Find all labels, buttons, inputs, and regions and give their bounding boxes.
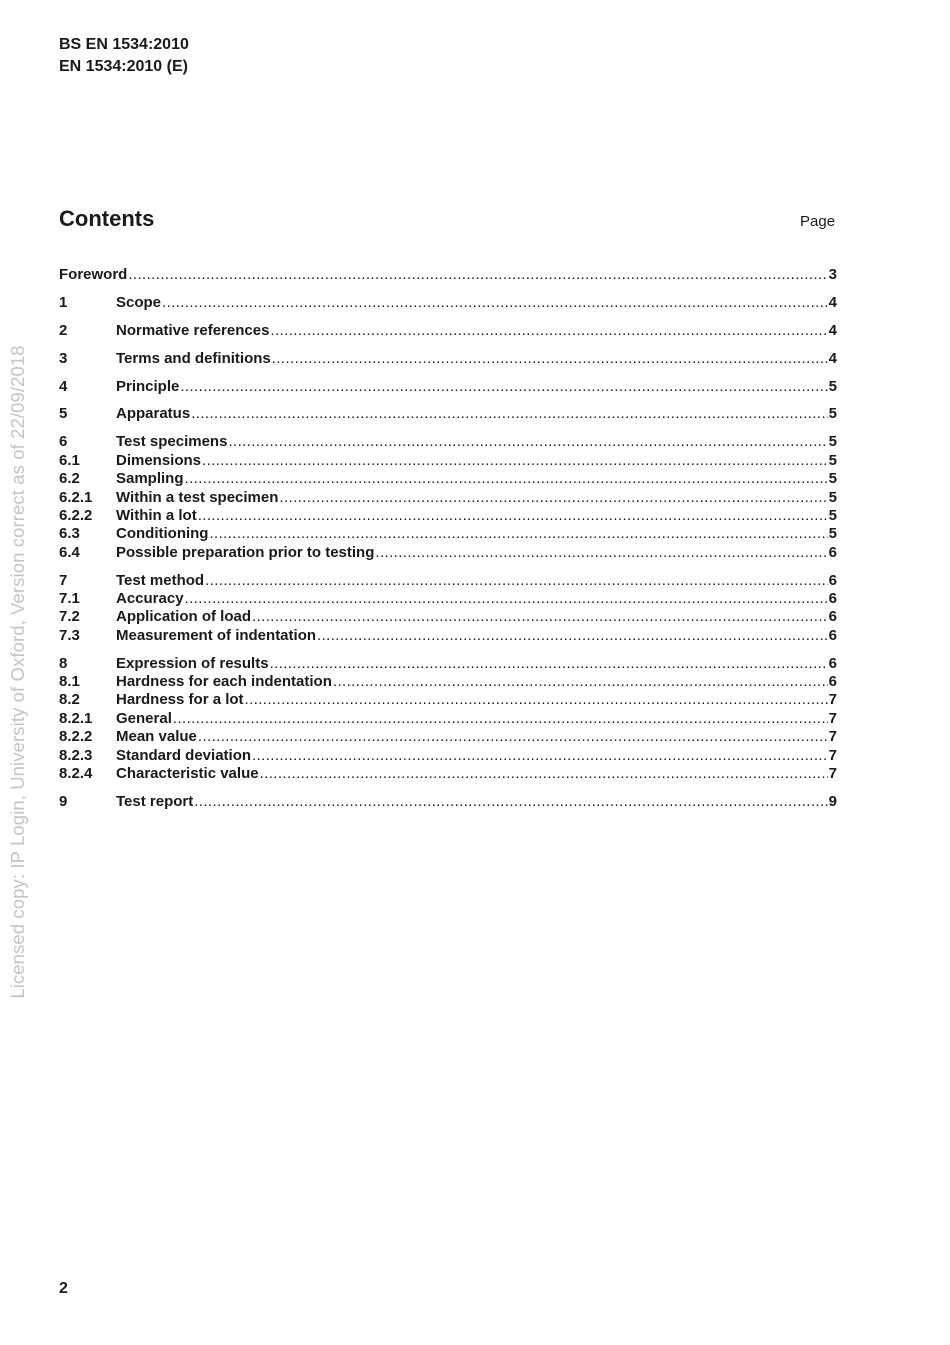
toc-entry-number: 3	[59, 349, 68, 367]
toc-entry-page: 5	[828, 525, 837, 543]
toc-entry[interactable]	[59, 378, 837, 396]
toc-dot-leader	[228, 433, 827, 451]
toc-entry[interactable]	[59, 747, 837, 765]
toc-entry[interactable]	[59, 489, 837, 507]
toc-entry-page: 7	[828, 728, 837, 746]
contents-heading: Contents	[59, 206, 155, 231]
toc-entry-title: Conditioning	[116, 525, 209, 543]
toc-entry[interactable]	[59, 294, 837, 312]
toc-entry[interactable]	[59, 608, 837, 626]
toc-entry[interactable]	[59, 728, 837, 746]
standard-id-bs: BS EN 1534:2010	[59, 36, 189, 53]
toc-dot-leader	[252, 608, 828, 626]
toc-entry-title: Application of load	[116, 608, 251, 626]
toc-dot-leader	[173, 710, 828, 728]
toc-entry-title: Test method	[116, 571, 205, 589]
toc-entry-title: Within a lot	[116, 506, 197, 524]
toc-entry-page: 4	[828, 321, 837, 339]
toc-entry-title: General	[116, 709, 172, 727]
toc-entry-title: Accuracy	[116, 589, 184, 607]
toc-entry[interactable]	[59, 655, 837, 673]
toc-entry-page: 6	[828, 626, 837, 644]
toc-entry-page: 6	[828, 571, 837, 589]
toc-entry-number: 7.2	[59, 608, 80, 626]
toc-entry[interactable]	[59, 433, 837, 451]
toc-dot-leader	[162, 294, 828, 312]
toc-dot-leader	[260, 765, 828, 783]
toc-dot-leader	[191, 405, 827, 423]
toc-entry-number: 6.2	[59, 470, 80, 488]
toc-entry-page: 5	[828, 506, 837, 524]
toc-entry-page: 3	[828, 266, 837, 283]
toc-dot-leader	[194, 793, 827, 811]
toc-entry-page: 9	[828, 792, 837, 810]
toc-entry-title: Test specimens	[116, 433, 228, 451]
toc-dot-leader	[185, 470, 828, 488]
toc-entry-title: Standard deviation	[116, 746, 252, 764]
toc-entry-title: Within a test specimen	[116, 488, 279, 506]
toc-dot-leader	[317, 627, 828, 645]
toc-entry[interactable]	[59, 673, 837, 691]
toc-entry[interactable]	[59, 572, 837, 590]
toc-entry-page: 6	[828, 673, 837, 691]
toc-entry-number: 8.2.3	[59, 746, 93, 764]
toc-entry-title: Hardness for each indentation	[116, 673, 332, 691]
toc-dot-leader	[185, 590, 828, 608]
toc-entry-title: Hardness for a lot	[116, 691, 244, 709]
toc-entry-page: 6	[828, 543, 837, 561]
toc-dot-leader	[252, 747, 828, 765]
toc-dot-leader	[333, 673, 828, 691]
toc-entry[interactable]	[59, 266, 837, 284]
standard-id-en: EN 1534:2010 (E)	[59, 58, 188, 75]
toc-entry-title: Foreword	[59, 266, 128, 283]
toc-entry-title: Dimensions	[116, 451, 202, 469]
toc-entry-page: 4	[828, 349, 837, 367]
license-watermark: Licensed copy: IP Login, University of Oxford, Version correct as of 22/09/2018	[7, 345, 28, 999]
toc-entry-title: Normative references	[116, 321, 270, 339]
toc-entry-number: 6.4	[59, 543, 80, 561]
toc-entry-number: 6.3	[59, 525, 80, 543]
toc-entry-page: 5	[828, 470, 837, 488]
toc-entry[interactable]	[59, 507, 837, 525]
toc-entry-title: Characteristic value	[116, 764, 259, 782]
toc-entry-title: Terms and definitions	[116, 349, 271, 367]
document-header	[59, 34, 189, 78]
toc-dot-leader	[279, 489, 827, 507]
toc-entry-number: 7.1	[59, 589, 80, 607]
table-of-contents	[59, 266, 837, 811]
toc-entry-page: 6	[828, 589, 837, 607]
toc-dot-leader	[198, 507, 828, 525]
toc-entry-title: Principle	[116, 377, 180, 395]
toc-dot-leader	[272, 350, 828, 368]
toc-entry-title: Measurement of indentation	[116, 626, 317, 644]
toc-entry[interactable]	[59, 691, 837, 709]
toc-entry-number: 8.2	[59, 691, 80, 709]
toc-entry-title: Sampling	[116, 470, 184, 488]
toc-entry[interactable]	[59, 793, 837, 811]
toc-entry[interactable]	[59, 525, 837, 543]
toc-entry[interactable]	[59, 470, 837, 488]
toc-dot-leader	[202, 452, 828, 470]
toc-dot-leader	[375, 544, 827, 562]
toc-entry-number: 6	[59, 433, 68, 451]
toc-entry-page: 5	[828, 451, 837, 469]
page-number: 2	[59, 1280, 68, 1297]
toc-entry-number: 7	[59, 571, 68, 589]
toc-entry-page: 4	[828, 293, 837, 311]
toc-dot-leader	[209, 525, 827, 543]
toc-entry-page: 6	[828, 654, 837, 672]
toc-entry-number: 7.3	[59, 626, 80, 644]
toc-entry[interactable]	[59, 627, 837, 645]
toc-entry-number: 8	[59, 654, 68, 672]
toc-dot-leader	[198, 728, 828, 746]
toc-entry[interactable]	[59, 452, 837, 470]
toc-entry-page: 6	[828, 608, 837, 626]
toc-entry-number: 1	[59, 293, 68, 311]
toc-entry[interactable]	[59, 544, 837, 562]
toc-entry-number: 4	[59, 377, 68, 395]
toc-entry-number: 8.2.4	[59, 764, 93, 782]
toc-entry-number: 8.2.1	[59, 709, 93, 727]
toc-entry-title: Expression of results	[116, 654, 269, 672]
toc-entry-number: 6.1	[59, 451, 80, 469]
toc-entry[interactable]	[59, 350, 837, 368]
toc-entry-title: Apparatus	[116, 405, 191, 423]
toc-entry[interactable]	[59, 590, 837, 608]
page-column-label: Page	[800, 213, 836, 230]
toc-dot-leader	[245, 691, 828, 709]
toc-entry[interactable]	[59, 322, 837, 340]
toc-entry[interactable]	[59, 710, 837, 728]
toc-entry[interactable]	[59, 765, 837, 783]
toc-entry-page: 7	[828, 764, 837, 782]
toc-dot-leader	[128, 266, 827, 284]
toc-entry-page: 5	[828, 377, 837, 395]
toc-entry[interactable]	[59, 405, 837, 423]
toc-entry-number: 9	[59, 792, 68, 810]
toc-entry-number: 6.2.2	[59, 506, 93, 524]
toc-entry-title: Possible preparation prior to testing	[116, 543, 375, 561]
toc-entry-page: 7	[828, 709, 837, 727]
toc-entry-page: 5	[828, 433, 837, 451]
toc-entry-page: 5	[828, 488, 837, 506]
toc-dot-leader	[205, 572, 828, 590]
toc-dot-leader	[270, 322, 827, 340]
toc-entry-title: Mean value	[116, 728, 197, 746]
toc-entry-page: 7	[828, 691, 837, 709]
toc-dot-leader	[180, 378, 827, 396]
toc-entry-number: 8.1	[59, 673, 80, 691]
toc-entry-number: 5	[59, 405, 68, 423]
toc-entry-title: Test report	[116, 792, 194, 810]
toc-entry-number: 6.2.1	[59, 488, 93, 506]
toc-dot-leader	[270, 655, 828, 673]
toc-entry-number: 2	[59, 321, 68, 339]
toc-entry-page: 7	[828, 746, 837, 764]
toc-entry-number: 8.2.2	[59, 728, 93, 746]
toc-entry-page: 5	[828, 405, 837, 423]
toc-entry-title: Scope	[116, 293, 162, 311]
